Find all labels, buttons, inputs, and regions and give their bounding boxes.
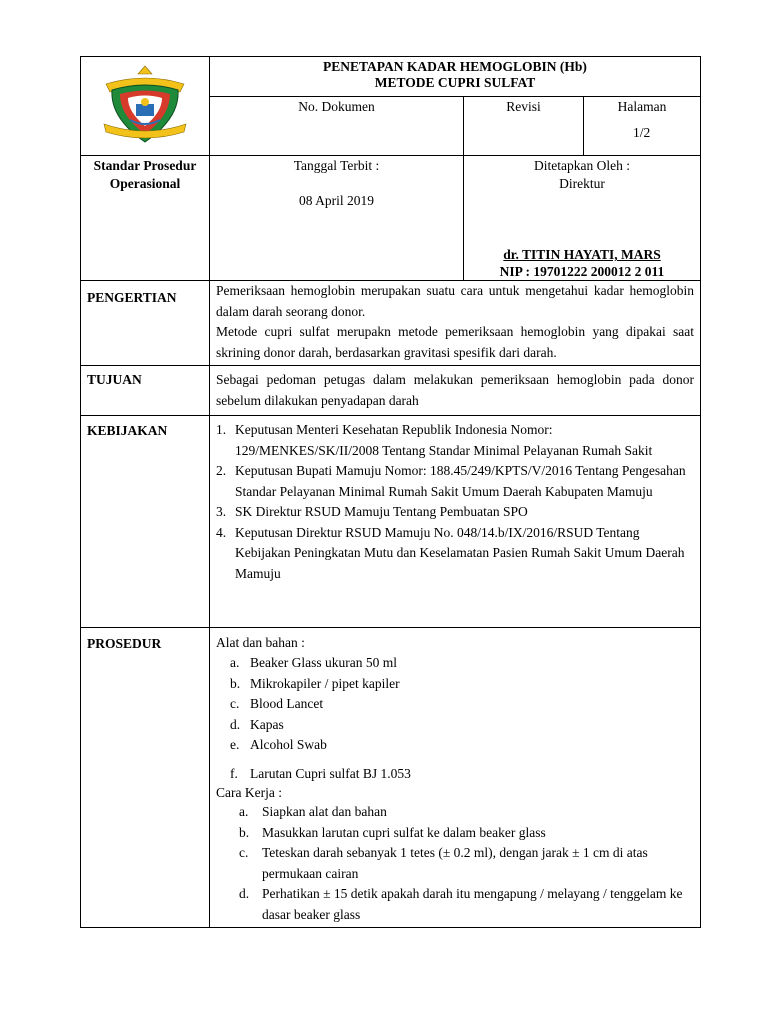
prosedur-label-cell (80, 627, 210, 928)
list-item (239, 823, 694, 844)
sop-label-line2: Operasional (109, 176, 181, 191)
list-item-text: Blood Lancet (250, 696, 324, 711)
list-number: d. (230, 716, 241, 732)
no-dokumen-label: No. Dokumen (298, 99, 375, 114)
prosedur-label: PROSEDUR (87, 636, 162, 651)
list-item (239, 884, 694, 925)
pengertian-paragraph-1: Pemeriksaan hemoglobin merupakan suatu cara untuk mengetahui kadar hemoglobin dalam darah seorang donor. (216, 283, 694, 319)
list-item-text: Keputusan Direktur RSUD Mamuju No. 048/14.b/IX/2016/RSUD Tentang Kebijakan Peningkatan Mutu dan Keselamatan Pasien Rumah Sakit Umum Daerah Mamuju (235, 524, 685, 581)
list-number: 4. (216, 524, 227, 540)
pengertian-paragraph-2: Metode cupri sulfat merupakn metode pemeriksaan hemoglobin yang dipakai saat skrining donor darah, berdasarkan gravitasi spesifik dari darah. (216, 324, 694, 360)
list-item-text: Mikrokapiler / pipet kapiler (250, 675, 400, 691)
list-item (230, 653, 690, 674)
alat-bahan-heading: Alat dan bahan : (216, 635, 305, 650)
document-title-line1: PENETAPAN KADAR HEMOGLOBIN (Hb) (323, 59, 587, 74)
cara-kerja-heading: Cara Kerja : (216, 785, 282, 800)
alat-bahan-list-f (230, 764, 690, 785)
list-item (216, 523, 688, 585)
list-item-text: Teteskan darah sebanyak 1 tetes (± 0.2 ml), dengan jarak ± 1 cm di atas permukaan cairan (262, 845, 648, 881)
list-item (239, 802, 694, 823)
list-number: b. (230, 675, 241, 691)
list-item-text: Siapkan alat dan bahan (262, 804, 387, 819)
list-item (216, 461, 688, 502)
list-item (216, 420, 688, 461)
kebijakan-list (216, 420, 688, 584)
tujuan-text: Sebagai pedoman petugas dalam melakukan pemeriksaan hemoglobin pada donor sebelum dilakukan penyadapan darah (216, 372, 694, 408)
ditetapkan-label: Ditetapkan Oleh : (534, 158, 630, 173)
list-number: c. (230, 696, 240, 711)
list-item-text: Perhatikan ± 15 detik apakah darah itu mengapung / melayang / tenggelam ke dasar beaker glass (262, 886, 683, 922)
list-number: a. (239, 804, 249, 819)
kebijakan-label: KEBIJAKAN (87, 423, 168, 438)
list-number: 3. (216, 504, 227, 519)
list-item-text: Alcohol Swab (250, 737, 327, 752)
list-item (230, 674, 690, 695)
list-item-text: Beaker Glass ukuran 50 ml (250, 655, 397, 670)
list-number: b. (239, 824, 250, 840)
list-item (230, 715, 690, 736)
signer-name: dr. TITIN HAYATI, MARS (503, 247, 661, 262)
list-number: e. (230, 737, 240, 752)
list-item (230, 764, 690, 785)
list-item-text: Kapas (250, 716, 284, 732)
revisi-label: Revisi (506, 99, 541, 114)
list-item-text: Larutan Cupri sulfat BJ 1.053 (250, 766, 411, 781)
document-title-line2: METODE CUPRI SULFAT (374, 75, 536, 90)
list-item-text: SK Direktur RSUD Mamuju Tentang Pembuatan SPO (235, 504, 528, 519)
list-item-text: Masukkan larutan cupri sulfat ke dalam beaker glass (262, 824, 546, 840)
list-item-text: Keputusan Bupati Mamuju Nomor: 188.45/249/KPTS/V/2016 Tentang Pengesahan Standar Pelayanan Minimal Rumah Sakit Umum Daerah Kabupaten Mamuju (235, 463, 686, 499)
pengertian-label: PENGERTIAN (87, 290, 177, 305)
list-item (216, 502, 688, 523)
list-number: 1. (216, 422, 227, 437)
tanggal-terbit-value: 08 April 2019 (298, 193, 374, 208)
cara-kerja-list (239, 802, 694, 925)
list-item (230, 735, 690, 756)
halaman-label: Halaman (617, 99, 667, 114)
list-item (230, 694, 690, 715)
halaman-value: 1/2 (633, 125, 651, 140)
tanggal-terbit-label: Tanggal Terbit : (293, 158, 380, 173)
list-item-text: Keputusan Menteri Kesehatan Republik Indonesia Nomor: 129/MENKES/SK/II/2008 Tentang Standar Minimal Pelayanan Rumah Sakit (235, 422, 653, 458)
list-item (239, 843, 694, 884)
list-number: a. (230, 655, 240, 670)
kebijakan-label-cell (80, 415, 210, 628)
list-number: 2. (216, 463, 227, 478)
tujuan-label: TUJUAN (87, 372, 142, 387)
signer-nip: NIP : 19701222 200012 2 011 (499, 264, 665, 279)
list-number: d. (239, 886, 250, 901)
alat-bahan-list (230, 653, 690, 756)
list-number: f. (230, 766, 238, 781)
ditetapkan-role: Direktur (559, 176, 605, 191)
sop-label-line1: Standar Prosedur (93, 158, 197, 173)
regency-emblem-logo (100, 62, 190, 146)
list-number: c. (239, 845, 249, 860)
